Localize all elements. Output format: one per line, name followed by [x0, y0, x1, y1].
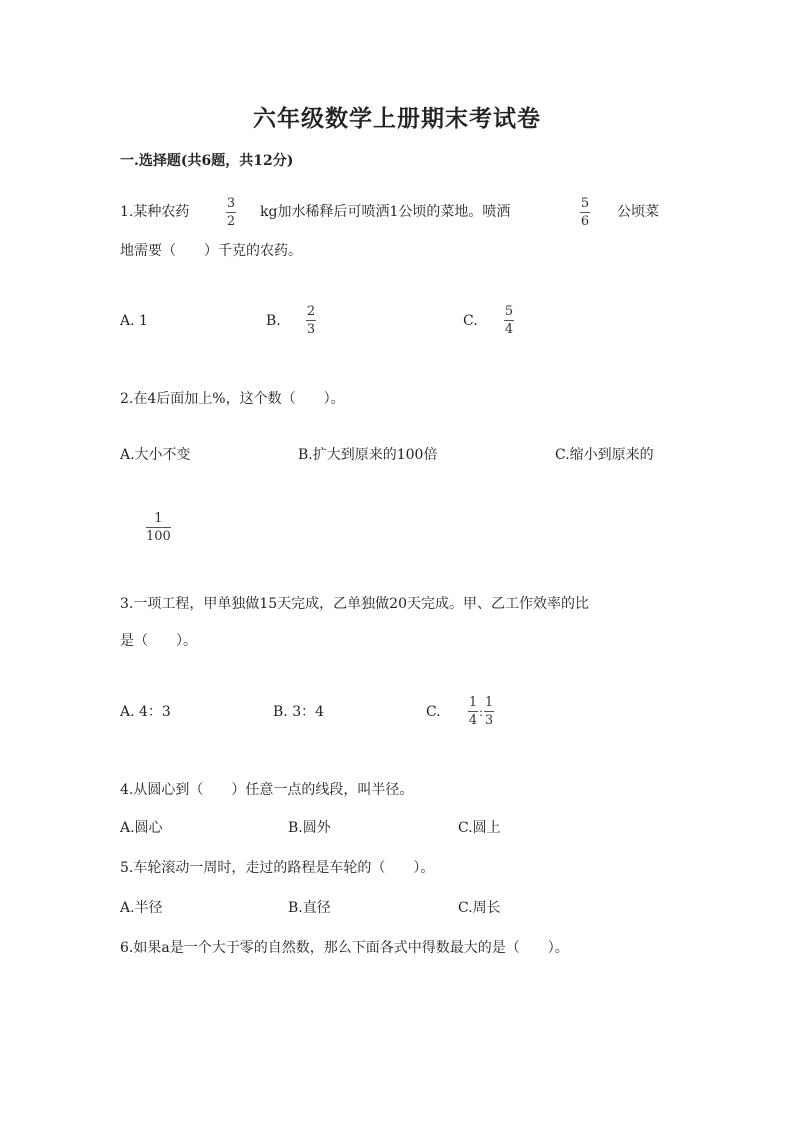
question-2-option-a[interactable]: A.大小不变 — [120, 447, 191, 463]
question-2-option-c-fraction — [146, 511, 171, 544]
fraction-numerator: 2 — [306, 304, 316, 319]
question-5-stem: 5.车轮滚动一周时，走过的路程是车轮的（ ）。 — [120, 860, 435, 876]
fraction-bar — [468, 711, 478, 712]
question-3-stem-part-1: 3.一项工程，甲单独做15天完成，乙单独做20天完成。甲、乙工作效率的比 — [120, 596, 589, 612]
fraction-denominator: 6 — [580, 214, 590, 229]
question-1-option-c-fraction — [504, 304, 514, 337]
question-1-option-b[interactable]: B. — [266, 313, 281, 329]
fraction-bar — [484, 711, 494, 712]
question-1-option-b-fraction — [306, 304, 316, 337]
question-4-option-b[interactable]: B.圆外 — [288, 820, 331, 836]
ratio-right-fraction — [484, 695, 494, 728]
question-1-stem-part-4: 地需要（ ）千克的农药。 — [120, 243, 302, 259]
question-2-option-c[interactable]: C.缩小到原来的 — [555, 447, 654, 463]
question-3-stem-part-2: 是（ ）。 — [120, 633, 197, 649]
ratio-left-fraction — [468, 695, 478, 728]
question-3-option-c-ratio — [468, 695, 494, 728]
question-5-option-c[interactable]: C.周长 — [458, 900, 501, 916]
fraction-denominator: 4 — [468, 713, 478, 728]
question-4-stem: 4.从圆心到（ ）任意一点的线段，叫半径。 — [120, 782, 414, 798]
question-1-fraction-2 — [580, 196, 590, 229]
question-5-option-b[interactable]: B.直径 — [288, 900, 331, 916]
question-1-option-a[interactable]: A. 1 — [120, 313, 148, 329]
question-1-stem-part-3: 公顷菜 — [617, 204, 659, 220]
fraction-bar — [504, 320, 514, 321]
fraction-denominator: 100 — [146, 529, 171, 544]
fraction-numerator: 1 — [468, 695, 478, 710]
question-1-stem-part-2: kg加水稀释后可喷洒1公顷的菜地。喷洒 — [260, 204, 511, 220]
question-2-option-b[interactable]: B.扩大到原来的100倍 — [298, 447, 438, 463]
ratio-separator: : — [479, 704, 484, 719]
fraction-numerator: 1 — [484, 695, 494, 710]
fraction-numerator: 1 — [154, 511, 163, 526]
fraction-denominator: 3 — [484, 713, 494, 728]
fraction-bar — [306, 320, 316, 321]
question-1-fraction-1 — [226, 196, 236, 229]
fraction-bar — [146, 527, 171, 528]
question-1-stem-part-1: 1.某种农药 — [120, 204, 190, 220]
fraction-numerator: 3 — [226, 196, 236, 211]
question-6-stem: 6.如果a是一个大于零的自然数，那么下面各式中得数最大的是（ ）。 — [120, 940, 569, 956]
question-1-option-c[interactable]: C. — [463, 313, 478, 329]
question-3-option-c[interactable]: C. — [426, 704, 441, 720]
fraction-denominator: 3 — [306, 322, 316, 337]
page-title: 六年级数学上册期末考试卷 — [253, 105, 541, 132]
question-2-stem: 2.在4后面加上%，这个数（ ）。 — [120, 391, 345, 407]
question-4-option-c[interactable]: C.圆上 — [458, 820, 501, 836]
question-3-option-b[interactable]: B. 3：4 — [273, 704, 325, 720]
fraction-denominator: 4 — [504, 322, 514, 337]
fraction-numerator: 5 — [504, 304, 514, 319]
fraction-numerator: 5 — [580, 196, 590, 211]
question-5-option-a[interactable]: A.半径 — [120, 900, 163, 916]
question-3-option-a[interactable]: A. 4：3 — [120, 704, 171, 720]
section-heading: 一.选择题(共6题，共12分) — [120, 153, 294, 169]
fraction-bar — [226, 212, 236, 213]
question-4-option-a[interactable]: A.圆心 — [120, 820, 163, 836]
fraction-denominator: 2 — [226, 214, 236, 229]
fraction-bar — [580, 212, 590, 213]
